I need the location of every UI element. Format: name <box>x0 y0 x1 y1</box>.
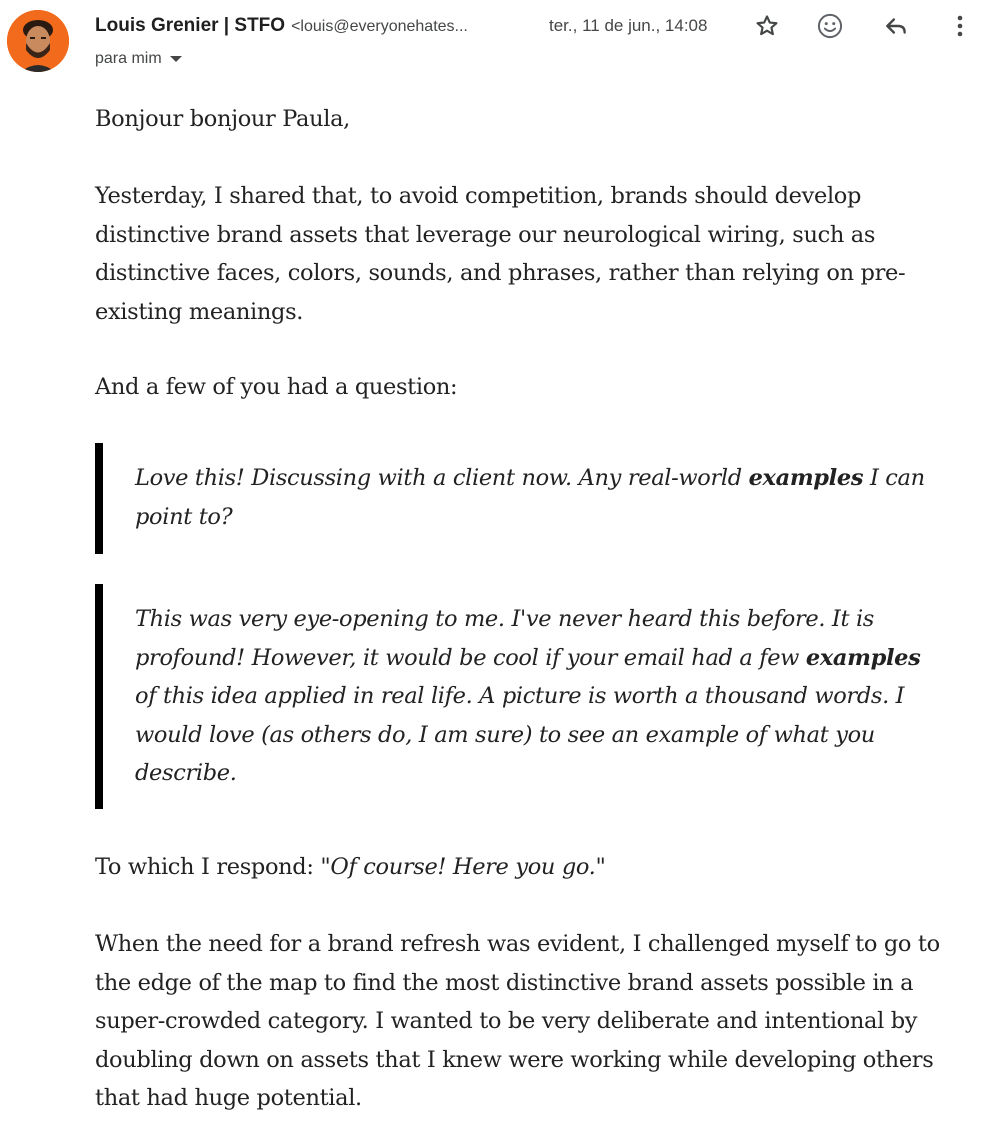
paragraph: When the need for a brand refresh was evident, I challenged myself to go to the edge of the map to find the most distinctive brand assets possible in a super-crowded category. I wanted to be very deliberate and intentional by doubling down on assets that I knew were working while developing others that had huge potential. <box>95 931 940 1112</box>
paragraph: And a few of you had a question: <box>95 374 458 400</box>
sender-email: <louis@everyonehates... <box>291 18 468 35</box>
emoji-reaction-button[interactable] <box>813 9 847 43</box>
more-vert-icon <box>948 13 972 39</box>
greeting: Bonjour bonjour Paula, <box>95 106 350 132</box>
blockquote <box>95 584 925 809</box>
quote-bold-text: examples <box>748 465 864 491</box>
quote-text: This was very eye-opening to me. I've never heard this before. It is profound! However, it would be cool if your email had a few <box>135 606 874 671</box>
reply-icon <box>883 13 909 39</box>
star-button[interactable] <box>750 9 784 43</box>
paragraph <box>95 848 605 887</box>
respond-text: " <box>595 854 606 880</box>
star-icon <box>754 13 780 39</box>
recipients-toggle[interactable] <box>95 47 182 71</box>
chevron-down-icon <box>170 55 182 63</box>
respond-text: To which I respond: " <box>95 854 331 880</box>
sender-line <box>95 13 468 40</box>
quote-text: Love this! Discussing with a client now. Any real-world <box>135 465 749 491</box>
email-date: ter., 11 de jun., 14:08 <box>549 16 708 35</box>
quote-bold-text: examples <box>805 644 921 671</box>
more-options-button[interactable] <box>943 9 977 43</box>
reply-button[interactable] <box>879 9 913 43</box>
quote-text: I can point to? <box>135 465 925 530</box>
blockquote <box>95 443 925 554</box>
quote-text: of this idea applied in real life. A picture is worth a thousand words. I would love (as others do, I am sure) to see an example of what you describe. <box>135 683 905 787</box>
recipients-label: para mim <box>95 50 162 67</box>
sender-name[interactable]: Louis Grenier | STFO <box>95 15 286 36</box>
emoji-icon <box>816 12 844 40</box>
respond-italic: Of course! Here you go. <box>330 854 596 880</box>
paragraph: Yesterday, I shared that, to avoid competition, brands should develop distinctive brand assets that leverage our neurological wiring, such as distinctive faces, colors, sounds, and phrases, rather than relying on pre-existing meanings. <box>95 183 906 325</box>
sender-avatar[interactable] <box>7 10 69 72</box>
